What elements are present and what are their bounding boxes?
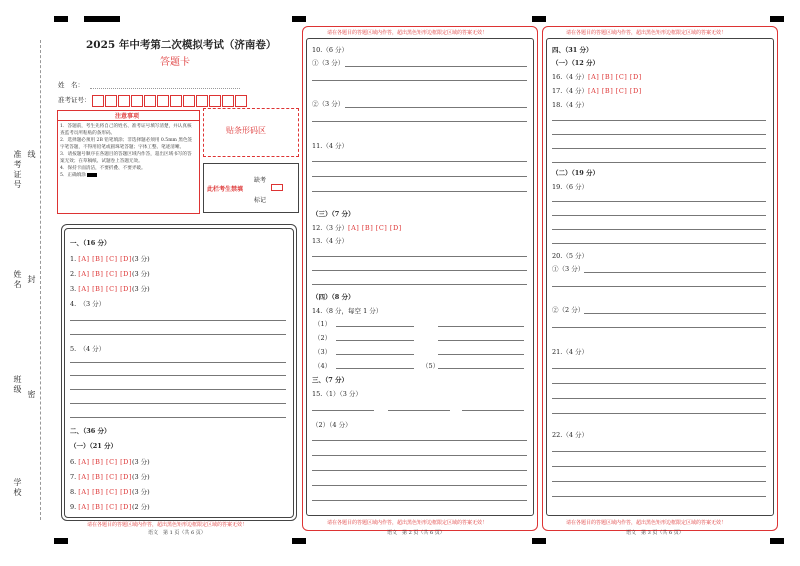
blank-3: （3） [314,348,332,356]
side-label-secret: 密 [27,390,36,400]
id-label: 准考证号： [58,96,91,104]
answer-line[interactable] [345,66,527,67]
page-footer: 语文 第 1 页（共 6 页） [148,530,206,536]
timing-mark [292,16,306,22]
answer-line[interactable] [388,410,450,411]
answer-line[interactable] [70,403,286,404]
answer-line[interactable] [336,340,414,341]
q9[interactable]: 9. [A] [B] [C] [D](2 分) [70,503,150,511]
section-2-title: 二、（36 分） [70,427,111,435]
q11: 11.（4 分） [312,142,349,150]
answer-line[interactable] [312,500,527,501]
barcode-label: 贴条形码区 [226,126,266,135]
answer-line[interactable] [312,256,527,257]
answer-line[interactable] [552,134,766,135]
q14: 14.（8 分，每空 1 分） [312,307,383,315]
absent-mark-2: 标记 [254,197,267,204]
timing-mark [54,538,68,544]
inner-region-col3 [546,38,774,516]
blank-4: （4） [314,362,332,370]
answer-line[interactable] [552,481,766,482]
answer-line[interactable] [312,270,527,271]
timing-mark [532,16,546,22]
section-6-title: 四、（31 分） [552,46,593,54]
q8[interactable]: 8. [A] [B] [C] [D](3 分) [70,488,150,496]
answer-line[interactable] [438,354,524,355]
answer-line[interactable] [584,313,766,314]
answer-line[interactable] [336,368,414,369]
absent-label: 此栏考生禁填 [207,186,244,193]
q6[interactable]: 6. [A] [B] [C] [D](3 分) [70,458,150,466]
answer-line[interactable] [552,215,766,216]
warning-hint: 请在各题目的答题区域内作答，超出黑色矩形边框限定区域的答案无效！ [87,522,248,528]
answer-line[interactable] [552,201,766,202]
answer-line[interactable] [312,485,527,486]
section-3-title: （三）（7 分） [312,210,355,218]
answer-line[interactable] [345,107,527,108]
answer-line[interactable] [70,389,286,390]
answer-line[interactable] [312,440,527,441]
name-field[interactable] [90,88,240,89]
timing-mark [54,16,68,22]
q1[interactable]: 1. [A] [B] [C] [D](3 分) [70,255,150,263]
notice-item: 4．保持卡面清洁，不要折叠、不要弄破。 [60,166,146,171]
answer-line[interactable] [462,410,524,411]
page-title: 2025 年中考第二次模拟考试（济南卷） [86,39,277,51]
side-label-school: 学校 [13,478,22,498]
q17[interactable]: 17.（4 分）[A] [B] [C] [D] [552,87,642,95]
answer-line[interactable] [552,243,766,244]
timing-mark [292,538,306,544]
answer-line[interactable] [552,229,766,230]
answer-line[interactable] [552,398,766,399]
answer-line[interactable] [552,120,766,121]
answer-line[interactable] [312,410,374,411]
blank-1: （1） [314,320,332,328]
q2[interactable]: 2. [A] [B] [C] [D](3 分) [70,270,150,278]
notice-divider [57,120,199,121]
page-subtitle: 答题卡 [160,57,190,68]
q18: 18.（4 分） [552,101,589,109]
side-label-name: 姓名 [13,270,22,290]
answer-line[interactable] [552,162,766,163]
answer-line[interactable] [584,272,766,273]
filled-sample-icon [87,173,97,177]
answer-line[interactable] [312,176,527,177]
name-label: 姓 名： [58,81,84,89]
q10: 10.（6 分） [312,46,349,54]
answer-line[interactable] [70,320,286,321]
q16[interactable]: 16.（4 分）[A] [B] [C] [D] [552,73,642,81]
section-4-title: （四）（8 分） [312,293,355,301]
answer-line[interactable] [552,148,766,149]
answer-line[interactable] [438,368,524,369]
answer-line[interactable] [552,496,766,497]
absent-mark-1: 缺考 [254,177,267,184]
timing-mark [770,16,784,22]
notice-item: 5．正确填涂 [60,172,196,179]
answer-line[interactable] [312,121,527,122]
page-footer: 语文 第 2 页（共 6 页） [387,530,445,536]
answer-line[interactable] [312,455,527,456]
answer-line[interactable] [438,340,524,341]
q10-a: ①（3 分） [312,59,345,67]
answer-line[interactable] [552,466,766,467]
answer-line[interactable] [312,191,527,192]
q22: 22.（4 分） [552,431,589,439]
timing-mark [84,16,120,22]
timing-mark [770,538,784,544]
notice-item: 3．请按题号顺序在各题目的答题区域内作答，超出区域书写的答案无效；在草稿纸、试题卷上答题无效。 [60,152,192,164]
side-label-seal: 封 [27,275,36,285]
answer-line[interactable] [552,327,766,328]
inner-region-col2 [306,38,534,516]
notice-item: 1．答题前，考生先将自己的姓名、准考证号填写清楚，并认真核查监考员所粘贴的条形码。 [60,124,192,136]
answer-line[interactable] [552,286,766,287]
warning-hint: 请在各题目的答题区域内作答，超出黑色矩形边框限定区域的答案无效！ [566,30,727,36]
answer-line[interactable] [70,334,286,335]
q21: 21.（4 分） [552,348,589,356]
page-footer: 语文 第 3 页（共 6 页） [626,530,684,536]
q20: 20.（5 分） [552,252,589,260]
answer-line[interactable] [312,470,527,471]
section-5-title: 三、（7 分） [312,376,349,384]
q4: 4. （3 分） [70,300,106,308]
answer-line[interactable] [312,284,527,285]
blank-5: （5） [422,362,440,370]
q15-1: 15.（1）（3 分） [312,390,362,398]
q3[interactable]: 3. [A] [B] [C] [D](3 分) [70,285,150,293]
answer-line[interactable] [552,451,766,452]
section-2-sub1: （一）（21 分） [70,442,118,450]
q20-b: ②（2 分） [552,306,585,314]
answer-line[interactable] [312,161,527,162]
answer-line[interactable] [70,417,286,418]
answer-line[interactable] [552,383,766,384]
warning-hint: 请在各题目的答题区域内作答，超出黑色矩形边框限定区域的答案无效！ [327,520,488,526]
binding-line [40,40,41,520]
notice-list [60,123,196,179]
q19: 19.（6 分） [552,183,589,191]
answer-line[interactable] [438,326,524,327]
answer-line[interactable] [70,362,286,363]
section-1-title: 一、（16 分） [70,239,111,247]
q10-b: ②（3 分） [312,100,345,108]
answer-line[interactable] [312,80,527,81]
q5: 5. （4 分） [70,345,106,353]
notice-title: 注意事项 [115,113,140,120]
answer-line[interactable] [552,413,766,414]
q7[interactable]: 7. [A] [B] [C] [D](3 分) [70,473,150,481]
timing-mark [532,538,546,544]
blank-2: （2） [314,334,332,342]
side-label-line: 线 [27,150,36,160]
q12[interactable]: 12.（3 分）[A] [B] [C] [D] [312,224,402,232]
section-6-sub1: （一）（12 分） [552,59,600,67]
answer-line[interactable] [70,375,286,376]
q13: 13.（4 分） [312,237,349,245]
answer-line[interactable] [552,368,766,369]
answer-line[interactable] [336,326,414,327]
answer-line[interactable] [336,354,414,355]
absent-checkbox[interactable] [271,184,283,191]
side-label-id: 准考证号 [13,150,22,190]
q20-a: ①（3 分） [552,265,585,273]
section-6-sub2: （二）（19 分） [552,169,600,177]
warning-hint: 请在各题目的答题区域内作答，超出黑色矩形边框限定区域的答案无效！ [566,520,727,526]
side-label-class: 班级 [13,375,22,395]
warning-hint: 请在各题目的答题区域内作答，超出黑色矩形边框限定区域的答案无效！ [327,30,488,36]
q15-2: （2）（4 分） [312,421,352,429]
notice-item: 2．选择题必须用 2B 铅笔填涂；非选择题必须用 0.5mm 黑色签字笔答题，不得用铅笔或圆珠笔答题；字体工整、笔迹清晰。 [60,138,193,150]
